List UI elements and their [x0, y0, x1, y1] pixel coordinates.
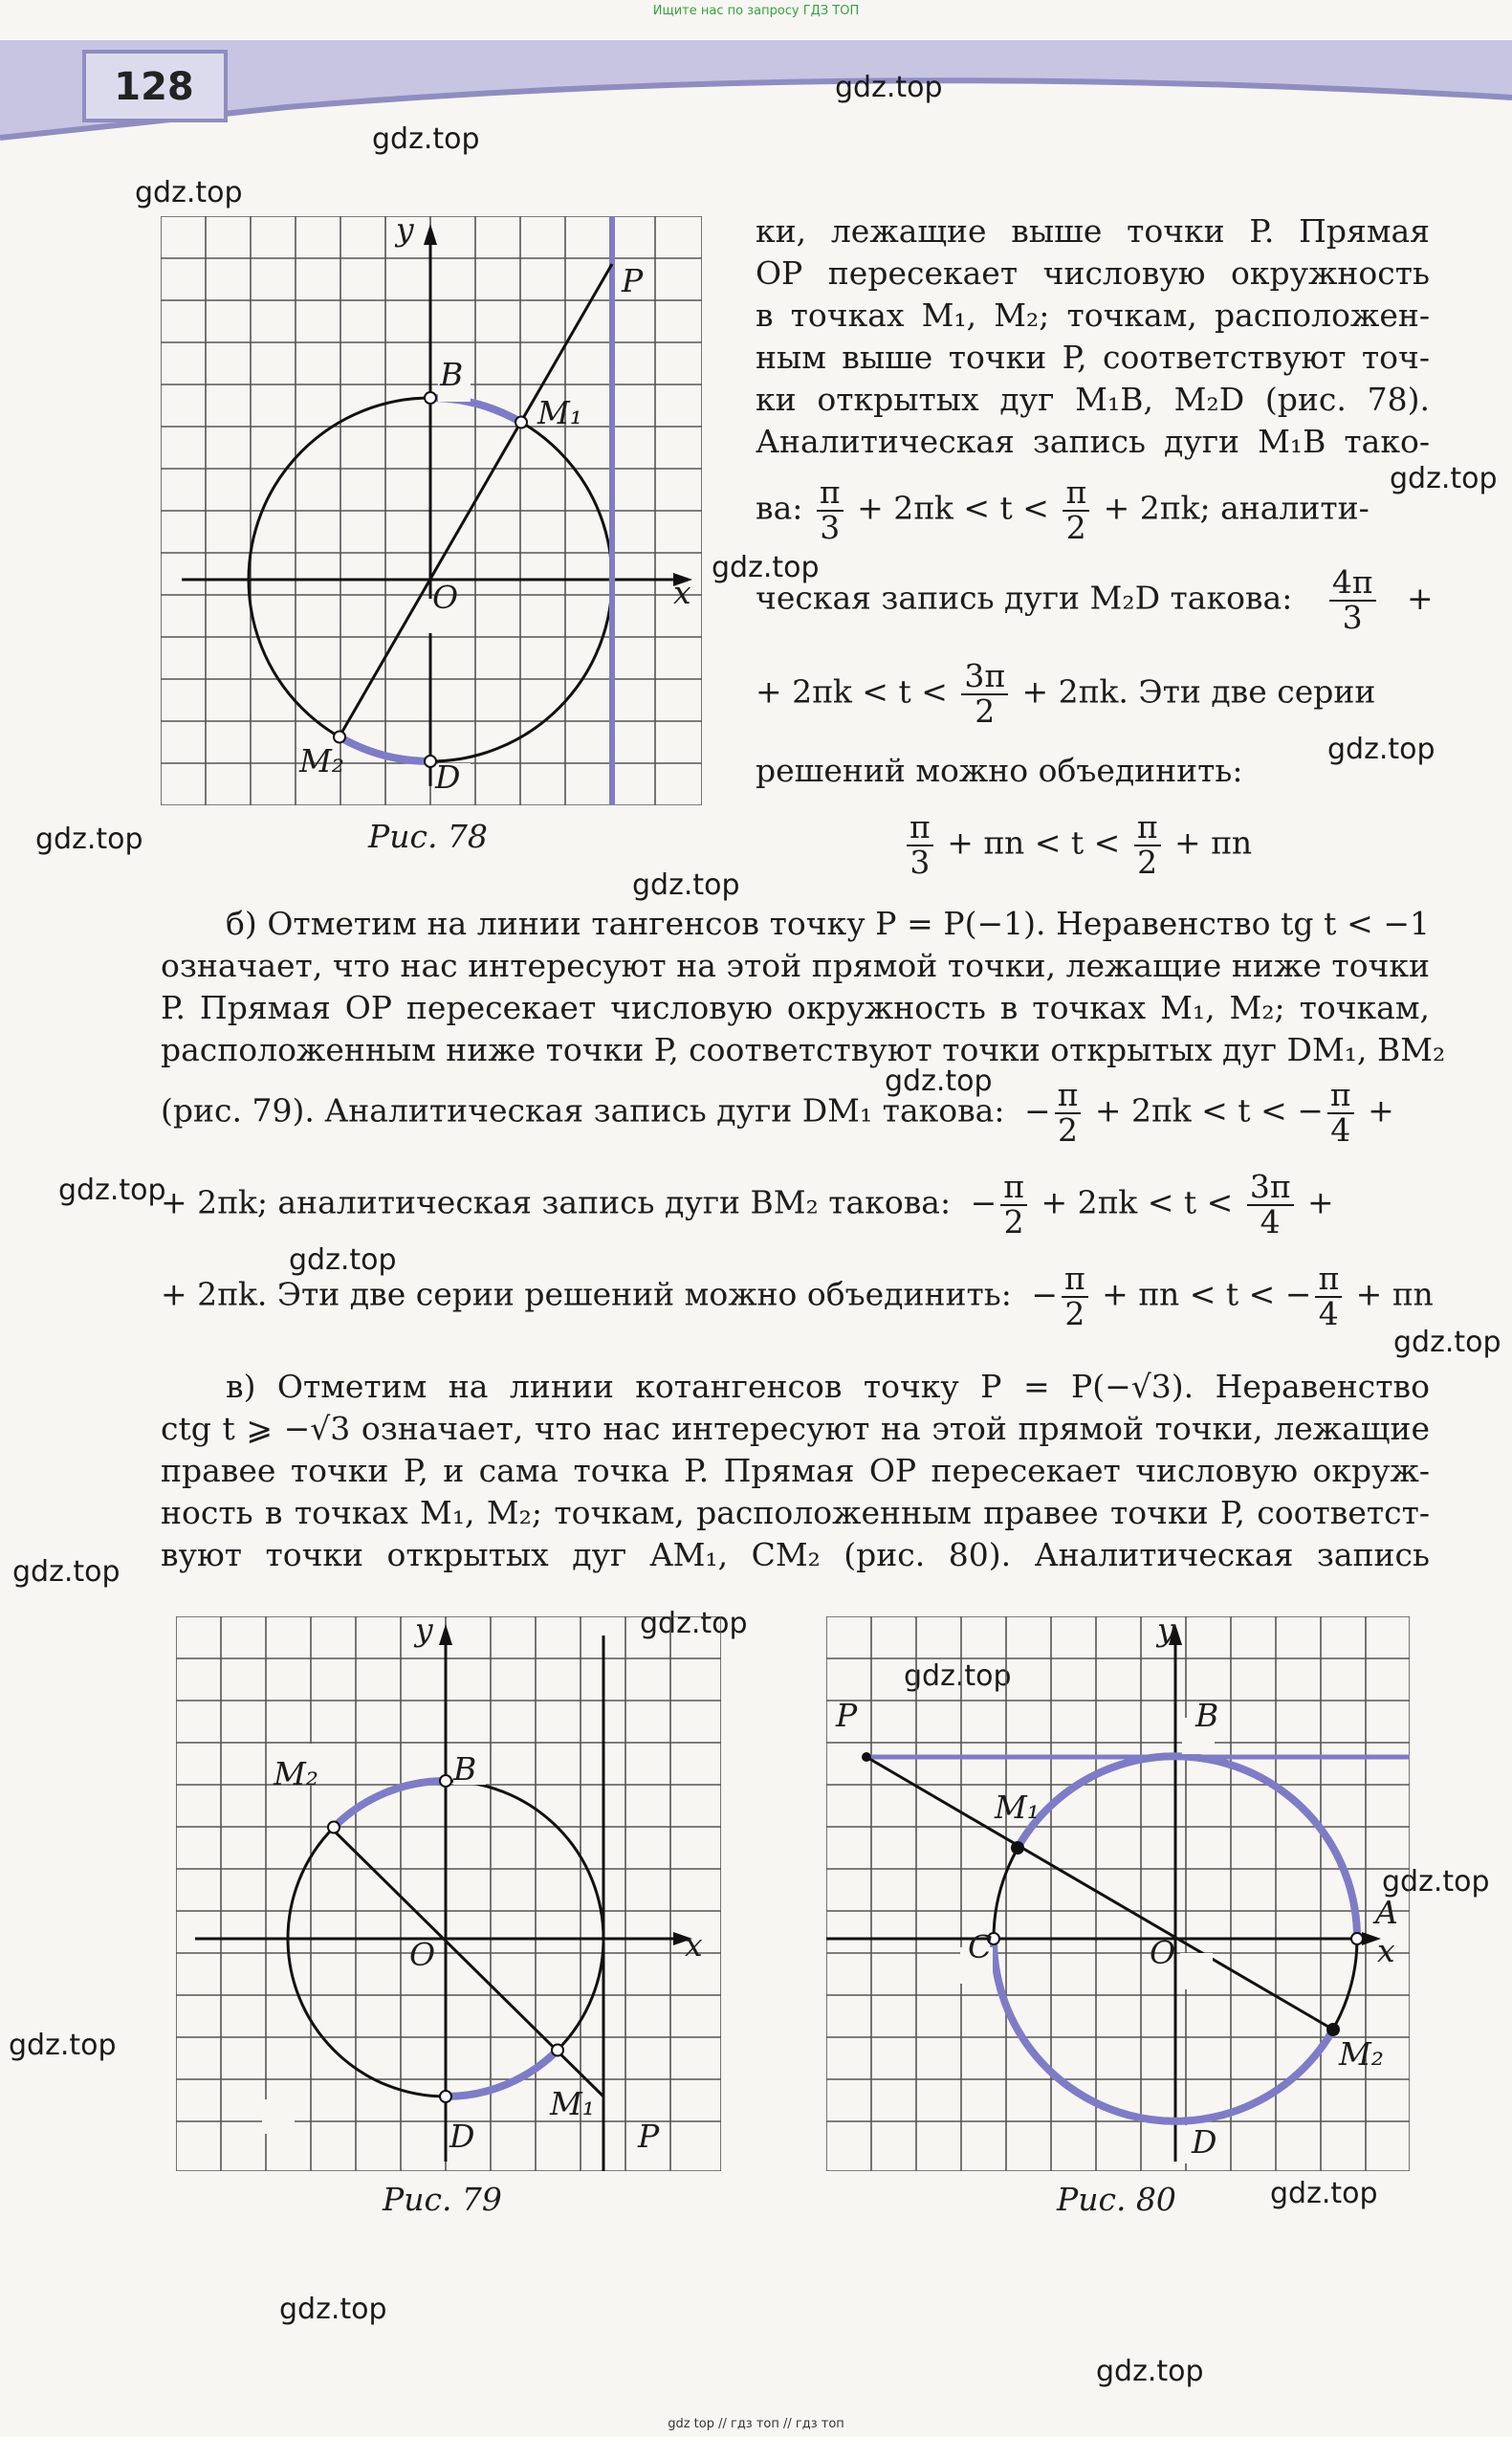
paragraph-c [161, 1366, 1430, 1576]
fig78-x-label: x [673, 574, 691, 611]
top-note: Ищите нас по запросу ГДЗ ТОП [652, 4, 860, 18]
fig78-o-label: O [432, 579, 459, 616]
watermark: gdz.top [712, 551, 820, 584]
text-fragment: (рис. 79). Аналитическая запись дуги DM₁ такова: [161, 1091, 1005, 1130]
fig78-y-label: y [396, 210, 414, 248]
fraction: $\frac{\pi}{3}$ [817, 476, 844, 544]
watermark: gdz.top [35, 823, 143, 856]
fig78-caption: Рис. 78 [368, 818, 488, 855]
watermark: gdz.top [904, 1659, 1012, 1693]
watermark: gdz.top [640, 1607, 748, 1640]
text-line: решений можно объединить: [756, 752, 1243, 789]
fraction: $\frac{\pi}{2}$ [1134, 811, 1161, 879]
text-fragment: + πn [1174, 823, 1253, 862]
text-fragment: + 2πk < t < [756, 672, 948, 711]
text-fragment: + 2πk; аналити- [1103, 489, 1370, 527]
fig79-b-label: B [453, 1750, 477, 1788]
watermark: gdz.top [1096, 2355, 1204, 2388]
text-fragment: ческая запись дуги M₂D такова: [756, 579, 1293, 617]
fig78-p-label: P [622, 262, 644, 299]
text-fragment: + [1368, 1091, 1394, 1130]
watermark: gdz.top [632, 868, 740, 902]
fig80-m2-label: M₂ [1339, 2035, 1385, 2073]
header-band [0, 31, 1512, 145]
text-line: правее точки P, и сама точка P. Прямая OP пересекает числовую окруж- [161, 1452, 1430, 1489]
fig80-x-label: x [1377, 1932, 1395, 1969]
fraction: $\frac{4\pi}{3}$ [1329, 566, 1376, 634]
text-fragment: − [1031, 1275, 1058, 1313]
fig80-caption: Рис. 80 [1057, 2181, 1176, 2218]
formula-arc-dm1 [161, 1076, 1430, 1149]
text-fragment: + 2πk. Эти две серии решений можно объединить: [161, 1275, 1012, 1313]
fig79-d-label: D [449, 2118, 475, 2155]
text-fragment: + πn < t < [1102, 1275, 1276, 1313]
text-fragment: − [970, 1183, 997, 1221]
text-line: OP пересекает числовую окружность [756, 254, 1430, 292]
text-fragment: < t < [1147, 1183, 1234, 1221]
formula-arc-m2d-line2 [756, 657, 1430, 730]
text-line: ctg t ⩾ −√3 означает, что нас интересуют на этой прямой точки, лежащие [161, 1410, 1430, 1447]
fig79-o-label: O [409, 1936, 436, 1973]
text-fragment: < t < − [1201, 1091, 1324, 1130]
fig78-b-label: B [440, 356, 464, 393]
text-fragment: + 2πk [1094, 1091, 1192, 1130]
fig78-m1-label: M₁ [537, 394, 583, 431]
fraction: $\frac{\pi}{2}$ [1063, 476, 1089, 544]
text-line: б) Отметим на линии тангенсов точку P = P(−1). Неравенство tg t < −1 [226, 905, 1430, 942]
text-line: ность в точках M₁, M₂; точкам, расположенным правее точки P, соответст- [161, 1494, 1430, 1531]
figure-79 [176, 1616, 721, 2171]
text-line: расположенным ниже точки P, соответствуют точки открытых дуг DM₁, BM₂ [161, 1031, 1446, 1068]
text-line: ки, лежащие выше точки P. Прямая [756, 212, 1430, 250]
text-line: ным выше точки P, соответствуют точ- [756, 339, 1430, 376]
fig80-c-label: C [968, 1928, 993, 1965]
fig78-m2-label: M₂ [299, 742, 345, 779]
fraction: $\frac{\pi}{2}$ [1055, 1079, 1082, 1147]
fraction: $\frac{3\pi}{4}$ [1247, 1171, 1294, 1239]
watermark: gdz.top [12, 1555, 121, 1589]
watermark: gdz.top [9, 2029, 117, 2062]
text-fragment: + πn [1355, 1275, 1434, 1313]
text-line: в точках M₁, M₂; точкам, расположен- [756, 296, 1430, 334]
text-line: означает, что нас интересуют на этой прямой точки, лежащие ниже точки [161, 947, 1430, 984]
fig80-o-label: O [1150, 1934, 1176, 1971]
fig80-a-label: A [1375, 1894, 1398, 1931]
fig78-d-label: D [435, 758, 461, 796]
text-line: P. Прямая OP пересекает числовую окружность в точках M₁, M₂; точкам, [161, 989, 1430, 1026]
fraction: $\frac{\pi}{2}$ [1062, 1262, 1088, 1330]
fig79-m2-label: M₂ [274, 1755, 319, 1792]
figure-78 [161, 216, 702, 805]
watermark: gdz.top [835, 71, 943, 104]
footer-note: gdz top // гдз топ // гдз топ [668, 2417, 844, 2431]
text-fragment: + 2πk [1041, 1183, 1138, 1221]
text-line: Аналитическая запись дуги M₁B тако- [756, 423, 1430, 460]
paragraph-a [756, 210, 1430, 463]
watermark: gdz.top [1270, 2177, 1378, 2210]
text-fragment: + 2πk [857, 489, 953, 527]
text-fragment: < t < [963, 489, 1049, 527]
text-fragment: + 2πk; аналитическая запись дуги BM₂ такова: [161, 1183, 952, 1221]
watermark: gdz.top [279, 2293, 387, 2326]
fig79-p-label: P [638, 2118, 660, 2155]
fig79-m1-label: M₁ [550, 2085, 596, 2122]
fig79-caption: Рис. 79 [383, 2181, 502, 2218]
text-line: в) Отметим на линии котангенсов точку P = P(−√3). Неравенство [226, 1368, 1430, 1405]
formula-arc-bm2 [161, 1168, 1430, 1240]
watermark: gdz.top [58, 1174, 166, 1207]
fig80-p-label: P [836, 1697, 858, 1734]
watermark: gdz.top [885, 1065, 993, 1098]
watermark: gdz.top [1390, 462, 1498, 495]
watermark: gdz.top [1393, 1326, 1501, 1359]
watermark: gdz.top [372, 122, 480, 156]
fig80-d-label: D [1192, 2123, 1217, 2161]
fig80-m1-label: M₁ [995, 1789, 1041, 1826]
paragraph-b [161, 903, 1446, 1071]
watermark: gdz.top [289, 1243, 397, 1277]
text-line: вуют точки открытых дуг AM₁, CM₂ (рис. 80). Аналитическая запись [161, 1536, 1430, 1573]
formula-union-a [903, 808, 1253, 881]
fraction: $\frac{\pi}{3}$ [907, 811, 933, 879]
text-fragment: + πn < t < [947, 823, 1121, 862]
text-fragment: ва: [756, 489, 803, 527]
fig79-y-label: y [415, 1611, 433, 1648]
text-fragment: + 2πk. Эти две серии [1021, 672, 1376, 711]
page-number: 128 [114, 65, 194, 109]
formula-arc-m2d-line1 [756, 563, 1434, 636]
fig79-x-label: x [685, 1926, 703, 1964]
fraction: $\frac{\pi}{2}$ [1000, 1171, 1027, 1239]
fig80-b-label: B [1195, 1697, 1219, 1734]
text-fragment: + [1307, 1183, 1334, 1221]
text-fragment: − [1023, 1091, 1051, 1130]
text-fragment: − [1284, 1275, 1312, 1313]
formula-arc-m1b [756, 473, 1430, 546]
fraction: $\frac{\pi}{4}$ [1315, 1262, 1342, 1330]
figure-80 [826, 1616, 1410, 2171]
text-fragment: + [1407, 579, 1434, 617]
watermark: gdz.top [1382, 1865, 1490, 1899]
text-line: ки открытых дуг M₁B, M₂D (рис. 78). [756, 381, 1430, 418]
fig80-y-label: y [1157, 1611, 1175, 1648]
fraction: $\frac{3\pi}{2}$ [961, 660, 1008, 728]
watermark: gdz.top [135, 176, 243, 209]
fraction: $\frac{\pi}{4}$ [1327, 1079, 1354, 1147]
watermark: gdz.top [1327, 733, 1435, 766]
